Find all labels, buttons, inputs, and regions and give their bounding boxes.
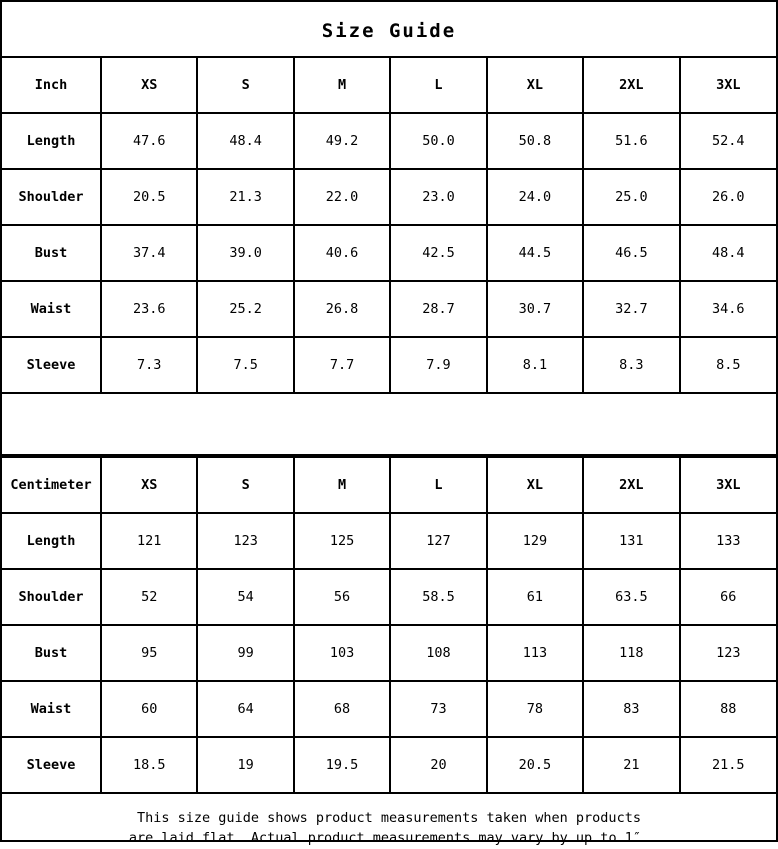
cell-shoulder-xs: 52 <box>101 569 197 625</box>
cell-shoulder-l: 23.0 <box>390 169 486 225</box>
footer-line-1: This size guide shows product measurements taken when products <box>137 810 641 826</box>
table-row <box>2 681 776 737</box>
cell-length-xl: 50.8 <box>487 113 583 169</box>
cell-shoulder-3xl: 26.0 <box>680 169 776 225</box>
cell-sleeve-l: 20 <box>390 737 486 793</box>
cell-length-s: 123 <box>197 513 293 569</box>
unit-label-inch: Inch <box>2 57 101 113</box>
unit-label-centimeter: Centimeter <box>2 457 101 513</box>
cell-bust-xs: 95 <box>101 625 197 681</box>
cell-length-2xl: 131 <box>583 513 679 569</box>
inch-size-table <box>2 56 776 394</box>
cell-length-xl: 129 <box>487 513 583 569</box>
cell-sleeve-xs: 18.5 <box>101 737 197 793</box>
column-header-l: L <box>390 57 486 113</box>
table-row <box>2 113 776 169</box>
cell-shoulder-xl: 61 <box>487 569 583 625</box>
row-label-sleeve: Sleeve <box>2 337 101 393</box>
cell-sleeve-l: 7.9 <box>390 337 486 393</box>
centimeter-size-table <box>2 456 776 794</box>
table-row <box>2 625 776 681</box>
cell-sleeve-m: 19.5 <box>294 737 390 793</box>
table-row <box>2 169 776 225</box>
cell-waist-2xl: 83 <box>583 681 679 737</box>
cell-length-3xl: 52.4 <box>680 113 776 169</box>
cell-waist-3xl: 34.6 <box>680 281 776 337</box>
cell-length-xs: 47.6 <box>101 113 197 169</box>
cell-length-s: 48.4 <box>197 113 293 169</box>
cell-shoulder-3xl: 66 <box>680 569 776 625</box>
column-header-3xl: 3XL <box>680 57 776 113</box>
cell-waist-s: 64 <box>197 681 293 737</box>
cell-bust-2xl: 118 <box>583 625 679 681</box>
cell-bust-m: 103 <box>294 625 390 681</box>
cell-sleeve-xl: 8.1 <box>487 337 583 393</box>
row-label-shoulder: Shoulder <box>2 169 101 225</box>
cell-waist-xl: 78 <box>487 681 583 737</box>
row-label-sleeve: Sleeve <box>2 737 101 793</box>
cell-bust-s: 39.0 <box>197 225 293 281</box>
table-row <box>2 513 776 569</box>
footer-note <box>2 794 776 849</box>
cell-bust-s: 99 <box>197 625 293 681</box>
cell-length-l: 50.0 <box>390 113 486 169</box>
column-header-s: S <box>197 457 293 513</box>
cell-sleeve-m: 7.7 <box>294 337 390 393</box>
cell-bust-xl: 44.5 <box>487 225 583 281</box>
cell-waist-s: 25.2 <box>197 281 293 337</box>
cell-sleeve-xl: 20.5 <box>487 737 583 793</box>
column-header-xs: XS <box>101 457 197 513</box>
cell-waist-m: 68 <box>294 681 390 737</box>
cell-bust-3xl: 123 <box>680 625 776 681</box>
cell-waist-xs: 23.6 <box>101 281 197 337</box>
cell-waist-3xl: 88 <box>680 681 776 737</box>
column-header-2xl: 2XL <box>583 457 679 513</box>
cell-sleeve-2xl: 8.3 <box>583 337 679 393</box>
column-header-s: S <box>197 57 293 113</box>
row-label-length: Length <box>2 113 101 169</box>
cell-shoulder-l: 58.5 <box>390 569 486 625</box>
column-header-xs: XS <box>101 57 197 113</box>
cell-bust-3xl: 48.4 <box>680 225 776 281</box>
cell-waist-m: 26.8 <box>294 281 390 337</box>
row-label-bust: Bust <box>2 625 101 681</box>
cell-length-l: 127 <box>390 513 486 569</box>
cell-sleeve-2xl: 21 <box>583 737 679 793</box>
cell-sleeve-xs: 7.3 <box>101 337 197 393</box>
table-row <box>2 337 776 393</box>
row-label-shoulder: Shoulder <box>2 569 101 625</box>
table-separator <box>2 394 776 456</box>
cell-length-2xl: 51.6 <box>583 113 679 169</box>
cell-shoulder-2xl: 25.0 <box>583 169 679 225</box>
cell-waist-2xl: 32.7 <box>583 281 679 337</box>
cell-sleeve-3xl: 21.5 <box>680 737 776 793</box>
cell-length-m: 125 <box>294 513 390 569</box>
cell-bust-2xl: 46.5 <box>583 225 679 281</box>
column-header-xl: XL <box>487 57 583 113</box>
cell-waist-l: 73 <box>390 681 486 737</box>
cell-bust-xs: 37.4 <box>101 225 197 281</box>
column-header-3xl: 3XL <box>680 457 776 513</box>
cell-shoulder-s: 54 <box>197 569 293 625</box>
table-row <box>2 281 776 337</box>
cell-bust-l: 108 <box>390 625 486 681</box>
column-header-m: M <box>294 457 390 513</box>
cell-bust-xl: 113 <box>487 625 583 681</box>
cell-waist-l: 28.7 <box>390 281 486 337</box>
table-header-row <box>2 57 776 113</box>
table-row <box>2 569 776 625</box>
page-title: Size Guide <box>321 20 457 42</box>
column-header-xl: XL <box>487 457 583 513</box>
row-label-length: Length <box>2 513 101 569</box>
row-label-waist: Waist <box>2 281 101 337</box>
column-header-l: L <box>390 457 486 513</box>
cell-length-3xl: 133 <box>680 513 776 569</box>
cell-waist-xs: 60 <box>101 681 197 737</box>
cell-shoulder-xs: 20.5 <box>101 169 197 225</box>
cell-bust-m: 40.6 <box>294 225 390 281</box>
column-header-m: M <box>294 57 390 113</box>
footer-line-2: are laid flat. Actual product measurements may vary by up to 1″. <box>128 830 650 847</box>
cell-shoulder-s: 21.3 <box>197 169 293 225</box>
column-header-2xl: 2XL <box>583 57 679 113</box>
cell-length-xs: 121 <box>101 513 197 569</box>
cell-sleeve-s: 7.5 <box>197 337 293 393</box>
table-header-row <box>2 457 776 513</box>
cell-shoulder-xl: 24.0 <box>487 169 583 225</box>
cell-shoulder-2xl: 63.5 <box>583 569 679 625</box>
cell-bust-l: 42.5 <box>390 225 486 281</box>
cell-shoulder-m: 22.0 <box>294 169 390 225</box>
row-label-waist: Waist <box>2 681 101 737</box>
cell-waist-xl: 30.7 <box>487 281 583 337</box>
cell-sleeve-3xl: 8.5 <box>680 337 776 393</box>
cell-length-m: 49.2 <box>294 113 390 169</box>
table-row <box>2 737 776 793</box>
table-row <box>2 225 776 281</box>
cell-sleeve-s: 19 <box>197 737 293 793</box>
row-label-bust: Bust <box>2 225 101 281</box>
cell-shoulder-m: 56 <box>294 569 390 625</box>
